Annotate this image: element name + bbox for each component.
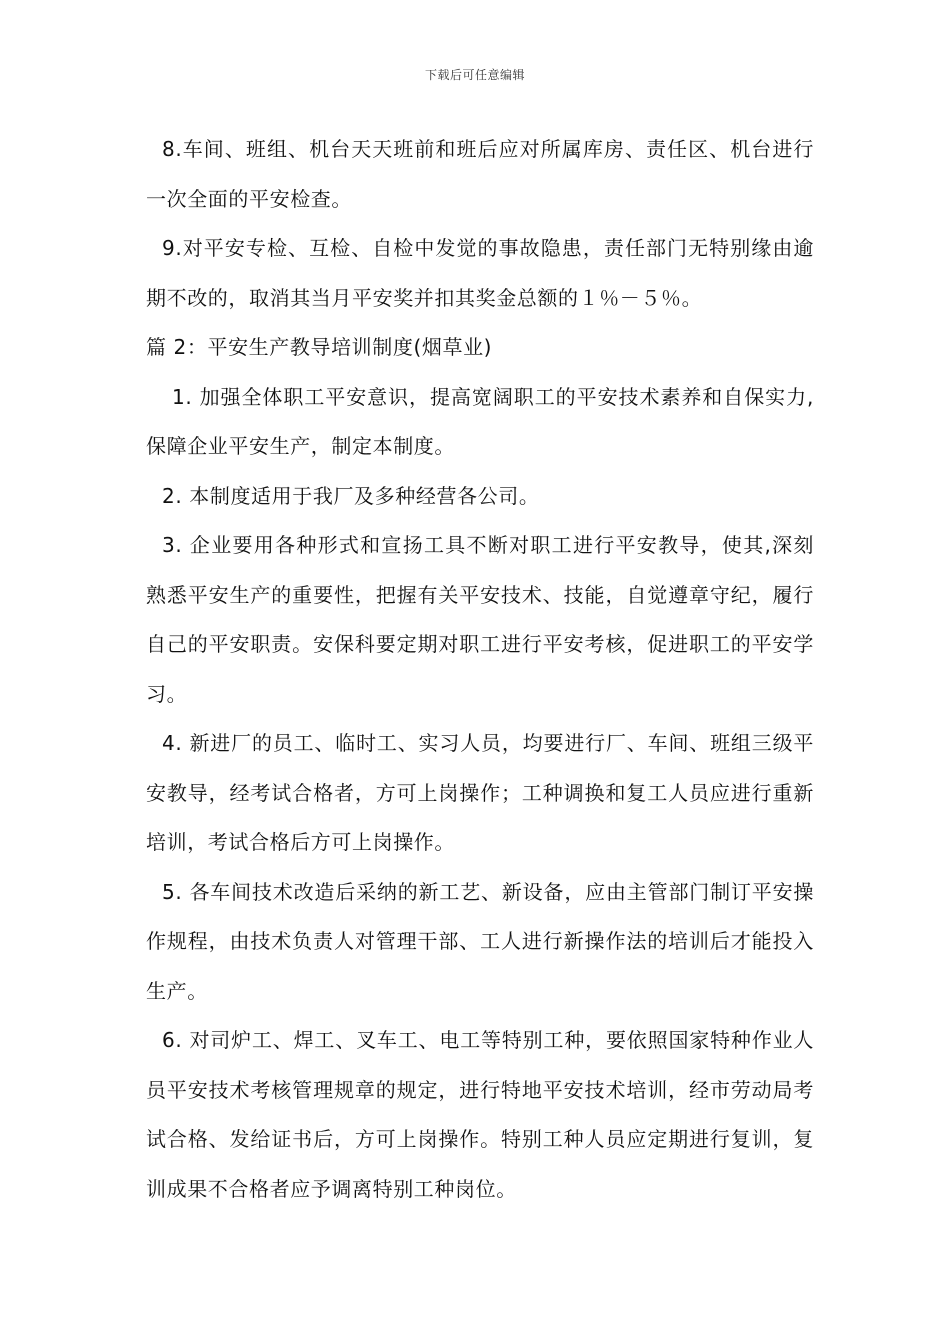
paragraph-item-3: 3. 企业要用各种形式和宣扬工具不断对职工进行平安教导，使其,深刻熟悉平安生产的重要性，把握有关平安技术、技能，自觉遵章守纪，履行自己的平安职责。安保科要定期对职工进行平安考核，促进职工的平安学习。 — [146, 533, 814, 706]
section-heading: 篇 2：平安生产教导培训制度(烟草业) — [146, 335, 493, 359]
document-body — [146, 125, 814, 1214]
paragraph-item-5: 5. 各车间技术改造后采纳的新工艺、新设备，应由主管部门制订平安操作规程，由技术负责人对管理干部、工人进行新操作法的培训后才能投入生产。 — [146, 879, 814, 1003]
paragraph-item-9: 9.对平安专检、互检、自检中发觉的事故隐患，责任部门无特别缘由逾期不改的，取消其当月平安奖并扣其奖金总额的１％－５％。 — [146, 236, 814, 310]
paragraph-item-6: 6. 对司炉工、焊工、叉车工、电工等特别工种，要依照国家特种作业人员平安技术考核管理规章的规定，进行特地平安技术培训，经市劳动局考试合格、发给证书后，方可上岗操作。特别工种人员应定期进行复训，复训成果不合格者应予调离特别工种岗位。 — [146, 1028, 814, 1201]
paragraph-item-2: 2. 本制度适用于我厂及多种经营各公司。 — [162, 483, 540, 508]
paragraph-item-8: 8.车间、班组、机台天天班前和班后应对所属库房、责任区、机台进行一次全面的平安检查。 — [146, 137, 814, 211]
paragraph-item-4: 4. 新进厂的员工、临时工、实习人员，均要进行厂、车间、班组三级平安教导，经考试合格者，方可上岗操作；工种调换和复工人员应进行重新培训，考试合格后方可上岗操作。 — [146, 731, 814, 854]
page-header: 下载后可任意编辑 — [424, 68, 525, 82]
paragraph-item-1: 1. 加强全体职工平安意识，提高宽阔职工的平安技术素养和自保实力,保障企业平安生产，制定本制度。 — [146, 384, 814, 458]
